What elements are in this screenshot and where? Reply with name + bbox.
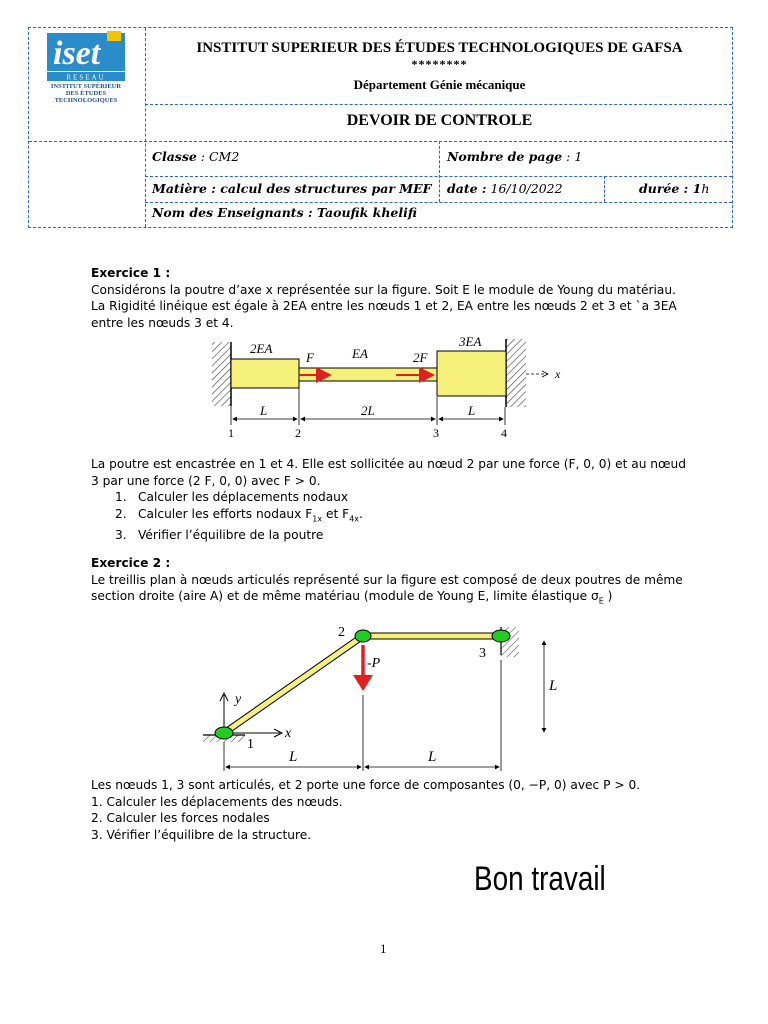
node-1 bbox=[215, 727, 233, 739]
axis-x-label: x bbox=[555, 367, 561, 381]
length-1: L bbox=[289, 749, 298, 765]
exam-title: DEVOIR DE CONTROLE bbox=[346, 112, 533, 129]
classe-cell bbox=[152, 149, 239, 164]
question-item: 2. Calculer les forces nodales bbox=[91, 811, 270, 825]
question-item: 3. Vérifier l’équilibre de la poutre bbox=[115, 528, 324, 543]
axis-x-label: x bbox=[285, 726, 292, 741]
page-number: 1 bbox=[380, 941, 387, 956]
header-rule bbox=[145, 104, 732, 105]
exercise-1-questions bbox=[91, 489, 691, 544]
exercise-1-load: La poutre est encastrée en 1 et 4. Elle est sollicitée au nœud 2 par une force (F, 0, 0) et au nœud 3 par une force (2 F, 0, 0) avec F > 0. bbox=[91, 457, 686, 488]
question-item: 1. Calculer les déplacements nodaux bbox=[115, 490, 349, 504]
pages-label: Nombre de page bbox=[447, 149, 563, 164]
exercise-2-statement: Le treillis plan à nœuds articulés représenté sur la figure est composé de deux poutres de même section droite (aire A) et de même matériau (module de Young E, limite élastique $\sigma_E$ ) bbox=[91, 572, 683, 606]
header-rule bbox=[145, 202, 732, 203]
header-divider bbox=[439, 141, 440, 202]
beam-figure bbox=[200, 335, 580, 443]
exercise-1-intro bbox=[91, 265, 691, 331]
institute-name: INSTITUT SUPERIEUR DES ÉTUDES TECHNOLOGIQUES DE GAFSA bbox=[196, 40, 683, 56]
question-item: 1. Calculer les déplacements des nœuds. bbox=[91, 794, 343, 809]
logo-reseau: RESEAU bbox=[66, 73, 106, 82]
length-2: L bbox=[428, 749, 437, 765]
date-label: date : bbox=[447, 181, 487, 196]
logo-caption: INSTITUT SUPÉRIEUR bbox=[50, 83, 122, 90]
header-divider bbox=[604, 176, 605, 202]
force-f-label: F bbox=[306, 350, 314, 365]
force-p-label: -P bbox=[367, 656, 381, 671]
question-item: 3. Vérifier l’équilibre de la structure. bbox=[91, 827, 312, 842]
classe-value: : CM2 bbox=[196, 149, 240, 164]
force-2f-label: 2F bbox=[413, 350, 428, 365]
beam-segment-3 bbox=[437, 351, 506, 396]
question-item: 2. Calculer les efforts nodaux $F_{1x}$ et $F_{4x}$. bbox=[115, 506, 363, 523]
matiere-cell bbox=[152, 181, 432, 196]
header-rule bbox=[29, 141, 732, 142]
iset-logo bbox=[45, 31, 131, 105]
header-divider bbox=[145, 28, 146, 227]
logo-caption: TECHNOLOGIQUES bbox=[54, 97, 118, 104]
length-1: L bbox=[260, 403, 268, 418]
length-2: 2L bbox=[361, 403, 375, 418]
right-wall bbox=[506, 339, 526, 407]
node-3 bbox=[492, 630, 510, 642]
height-label: L bbox=[549, 678, 558, 694]
exercise-1-title: Exercice 1 : bbox=[91, 266, 171, 280]
beam-segment-1 bbox=[231, 359, 299, 388]
logo-letters: iset bbox=[53, 35, 101, 72]
node-1-label: 1 bbox=[247, 737, 254, 752]
stars-separator: ******** bbox=[411, 57, 468, 71]
node-2-label: 2 bbox=[338, 625, 345, 640]
department-name: Département Génie mécanique bbox=[353, 77, 526, 92]
duree-cell bbox=[639, 181, 709, 196]
header-table bbox=[28, 27, 733, 228]
pages-cell bbox=[447, 149, 582, 164]
duree-label: durée : 1 bbox=[639, 181, 702, 196]
exercise-2-load: Les nœuds 1, 3 sont articulés, et 2 porte une force de composantes (0, −P, 0) avec P > 0. bbox=[91, 778, 641, 792]
teachers-cell bbox=[152, 205, 417, 220]
classe-label: Classe bbox=[152, 149, 197, 164]
matiere-text: Matière : calcul des structures par MEF bbox=[152, 181, 432, 196]
seg3-stiffness: 3EA bbox=[459, 335, 482, 349]
pages-value: : 1 bbox=[562, 149, 583, 164]
date-value: 16/10/2022 bbox=[486, 181, 563, 196]
node-label: 4 bbox=[501, 426, 507, 440]
exercise-2-tasks bbox=[91, 777, 691, 843]
left-wall bbox=[212, 342, 231, 406]
node-2 bbox=[355, 630, 371, 642]
length-3: L bbox=[468, 403, 476, 418]
seg2-stiffness: EA bbox=[352, 346, 368, 361]
exercise-2-title: Exercice 2 : bbox=[91, 556, 171, 570]
teachers-text: Nom des Enseignants : Taoufik khelifi bbox=[152, 205, 417, 220]
node-label: 2 bbox=[295, 426, 301, 440]
exercise-1-tasks bbox=[91, 456, 691, 544]
node-3-label: 3 bbox=[479, 646, 486, 661]
axis-y-label: y bbox=[235, 692, 242, 707]
node-label: 3 bbox=[433, 426, 439, 440]
truss-figure bbox=[195, 615, 575, 775]
closing-message: Bon travail bbox=[474, 860, 606, 898]
seg1-stiffness: 2EA bbox=[250, 341, 273, 356]
exercise-2-intro bbox=[91, 555, 691, 610]
logo-caption: DES ÉTUDES bbox=[65, 90, 107, 97]
date-cell bbox=[447, 181, 563, 196]
node-label: 1 bbox=[228, 426, 234, 440]
duree-unit: h bbox=[701, 181, 710, 196]
exercise-1-statement: Considérons la poutre d’axe x représentée sur la figure. Soit E le module de Young du matériau. La Rigidité linéique est égale à 2EA entre les nœuds 1 et 2, EA entre les nœuds 2 et 3 et `a 3EA entre les nœuds 3 et 4. bbox=[91, 282, 677, 330]
